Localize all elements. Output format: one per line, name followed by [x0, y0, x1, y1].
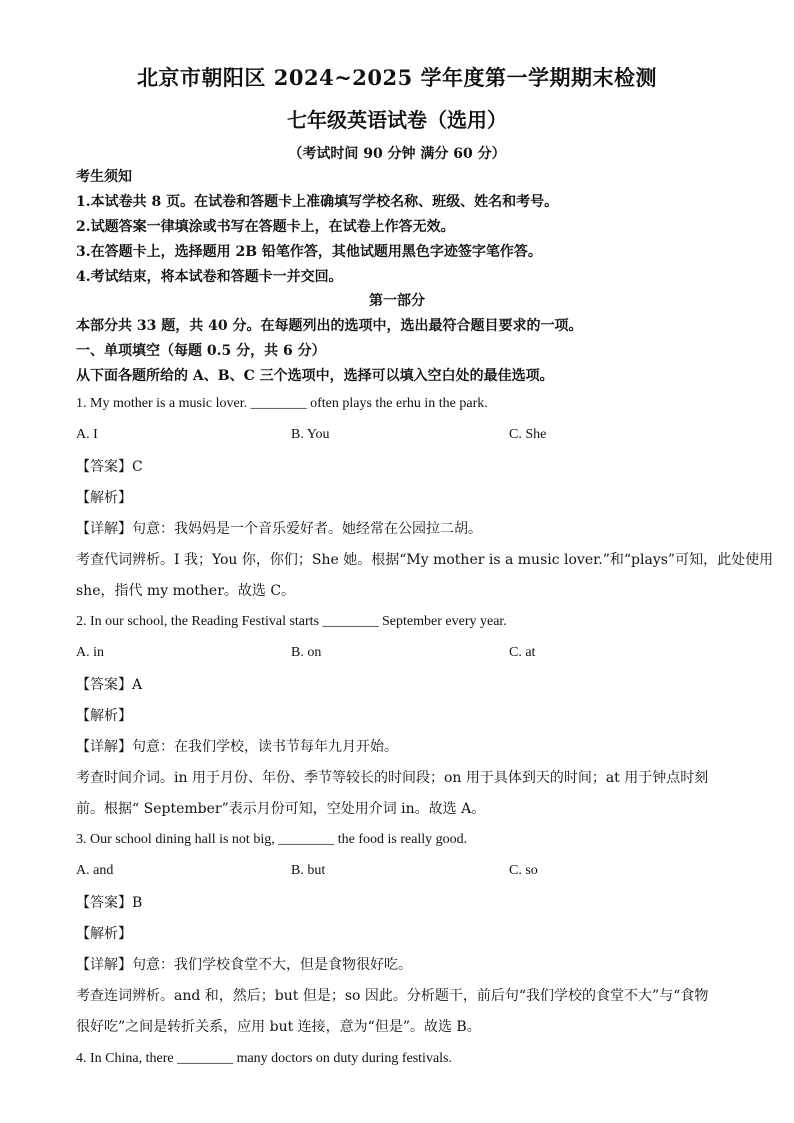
detail-line: 【详解】句意：我妈妈是一个音乐爱好者。她经常在公园拉二胡。 — [76, 521, 482, 537]
notice-item: 2.试题答案一律填涂或书写在答题卡上，在试卷上作答无效。 — [76, 219, 455, 235]
section-instruction: 从下面各题所给的 A、B、C 三个选项中，选择可以填入空白处的最佳选项。 — [76, 368, 554, 384]
detail-line: 考查时间介词。in 用于月份、年份、季节等较长的时间段；on 用于具体到天的时间；at 用于钟点时刻 — [76, 770, 709, 786]
question-stem: 3. Our school dining hall is not big, ________ the food is really good. — [76, 832, 468, 847]
question-stem: 2. In our school, the Reading Festival starts ________ September every year. — [76, 614, 507, 629]
notice-item: 4.考试结束，将本试卷和答题卡一并交回。 — [76, 269, 343, 285]
question-stem: 1. My mother is a music lover. ________ often plays the erhu in the park. — [76, 396, 488, 411]
option-a: A. and — [76, 863, 114, 878]
notice-item: 1.本试卷共 8 页。在试卷和答题卡上准确填写学校名称、班级、姓名和考号。 — [76, 194, 559, 210]
part-title: 第一部分 — [369, 293, 425, 309]
option-b: B. on — [291, 645, 322, 660]
detail-line: 【详解】句意：我们学校食堂不大，但是食物很好吃。 — [76, 957, 412, 973]
detail-line: 前。根据“ September”表示月份可知，空处用介词 in。故选 A。 — [76, 801, 486, 817]
detail-line: 考查连词辨析。and 和，然后；but 但是；so 因此。分析题干，前后句“我们学校的食堂不大”与“食物 — [76, 988, 709, 1004]
option-b: B. You — [291, 427, 330, 442]
option-c: C. so — [509, 863, 538, 878]
exam-subtitle: 七年级英语试卷（选用） — [287, 108, 507, 132]
option-c: C. at — [509, 645, 536, 660]
detail-line: 很好吃”之间是转折关系，应用 but 连接，意为“但是”。故选 B。 — [76, 1019, 481, 1035]
analysis-label: 【解析】 — [76, 926, 132, 942]
analysis-label: 【解析】 — [76, 490, 132, 506]
part-intro: 本部分共 33 题，共 40 分。在每题列出的选项中，选出最符合题目要求的一项。 — [76, 318, 583, 334]
answer-label: 【答案】B — [76, 895, 143, 911]
notice-heading: 考生须知 — [76, 169, 132, 185]
exam-time-note: （考试时间 90 分钟 满分 60 分） — [288, 146, 506, 162]
option-a: A. in — [76, 645, 104, 660]
notice-item: 3.在答题卡上，选择题用 2B 铅笔作答，其他试题用黑色字迹签字笔作答。 — [76, 244, 542, 260]
detail-line: she，指代 my mother。故选 C。 — [76, 583, 296, 599]
option-c: C. She — [509, 427, 547, 442]
analysis-label: 【解析】 — [76, 708, 132, 724]
section-title: 一、单项填空（每题 0.5 分，共 6 分） — [76, 343, 326, 359]
answer-label: 【答案】C — [76, 459, 143, 475]
option-a: A. I — [76, 427, 98, 442]
detail-line: 考查代词辨析。I 我；You 你，你们；She 她。根据“My mother is a music lover.”和“plays”可知，此处使用 — [76, 552, 774, 568]
detail-line: 【详解】句意：在我们学校，读书节每年九月开始。 — [76, 739, 398, 755]
option-b: B. but — [291, 863, 326, 878]
answer-label: 【答案】A — [76, 677, 143, 693]
question-stem: 4. In China, there ________ many doctors on duty during festivals. — [76, 1051, 452, 1066]
exam-title: 北京市朝阳区 2024~2025 学年度第一学期期末检测 — [136, 65, 658, 90]
